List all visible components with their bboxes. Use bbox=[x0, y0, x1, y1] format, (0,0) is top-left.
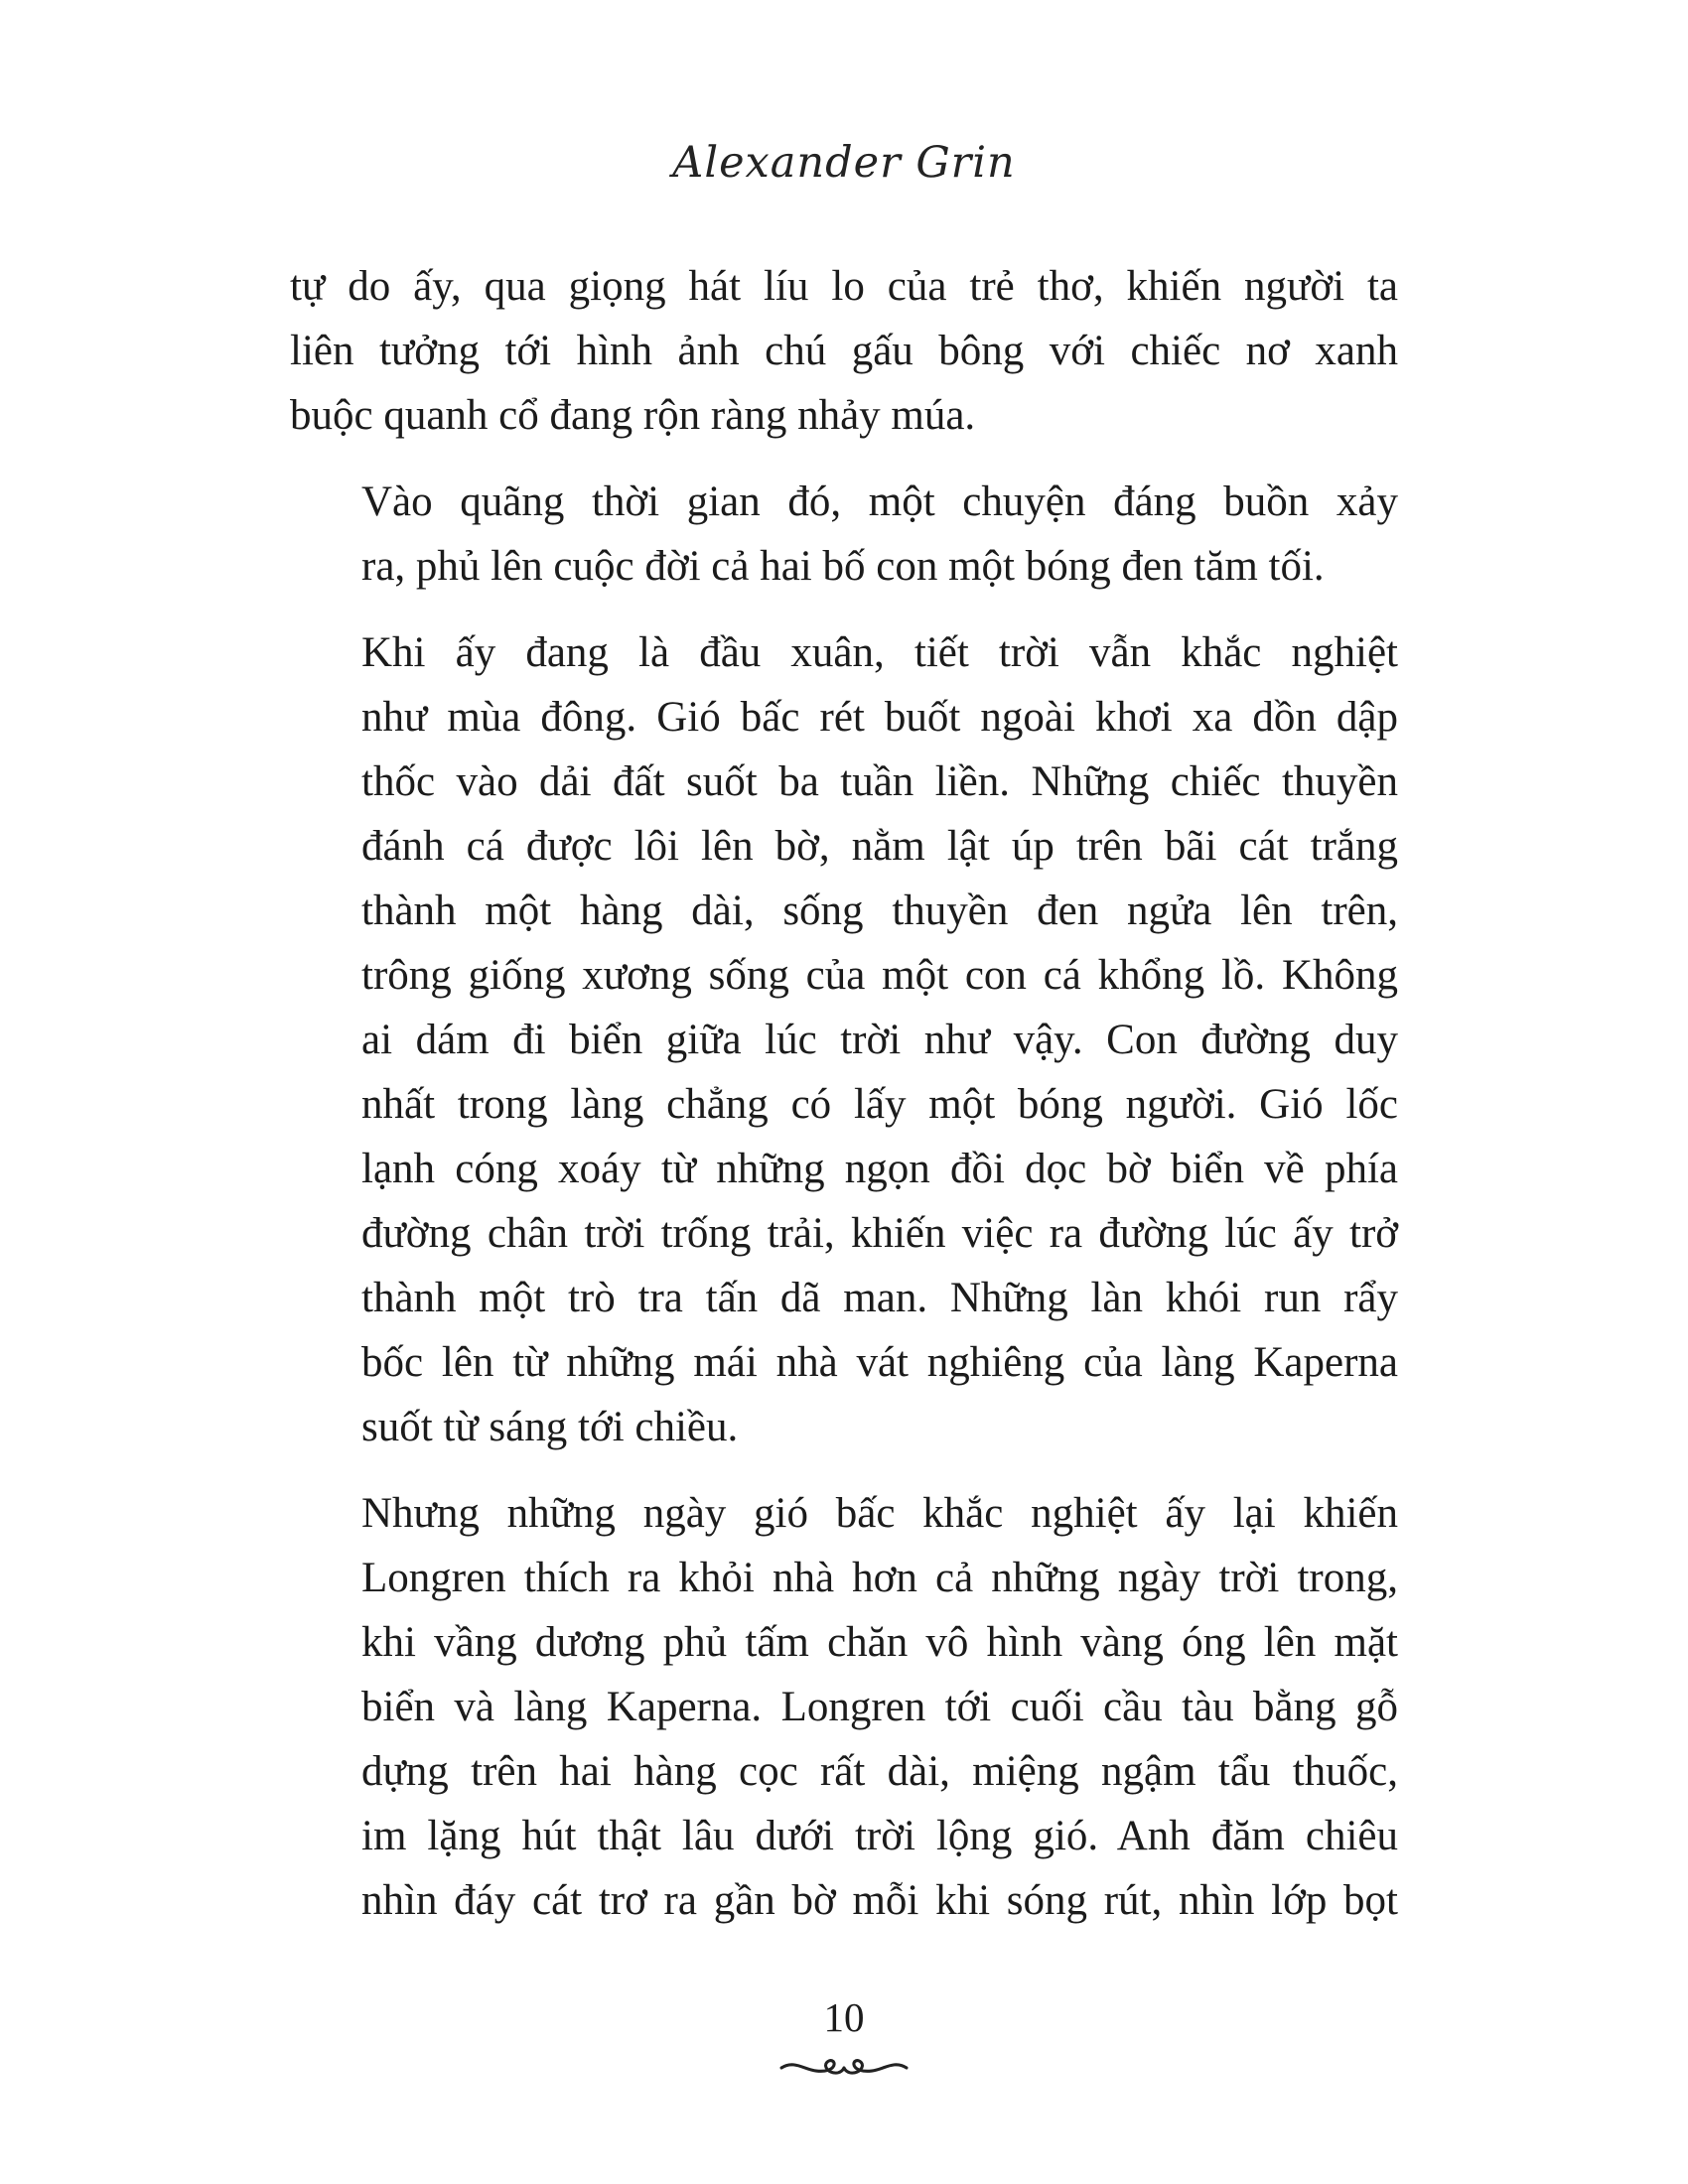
running-header bbox=[290, 138, 1398, 188]
text-line: buộc quanh cổ đang rộn ràng nhảy múa. bbox=[290, 392, 976, 439]
text-line: bốc lên từ những mái nhà vát nghiêng của làng Kaperna bbox=[361, 1339, 1398, 1386]
text-line: trông giống xương sống của một con cá khổng lồ. Không bbox=[361, 952, 1398, 999]
text-line: nhất trong làng chẳng có lấy một bóng người. Gió lốc bbox=[361, 1081, 1398, 1128]
text-line: Vào quãng thời gian đó, một chuyện đáng buồn xảy bbox=[361, 478, 1398, 525]
text-line: im lặng hút thật lâu dưới trời lộng gió. Anh đăm chiêu bbox=[361, 1813, 1398, 1859]
text-line: biển và làng Kaperna. Longren tới cuối cầu tàu bằng gỗ bbox=[361, 1684, 1398, 1730]
text-line: Longren thích ra khỏi nhà hơn cả những ngày trời trong, bbox=[361, 1555, 1398, 1601]
text-line: Khi ấy đang là đầu xuân, tiết trời vẫn khắc nghiệt bbox=[361, 629, 1398, 676]
body-text bbox=[290, 254, 1398, 1933]
page-footer bbox=[290, 1993, 1398, 2089]
text-line: khi vầng dương phủ tấm chăn vô hình vàng óng lên mặt bbox=[361, 1619, 1398, 1666]
text-line: ai dám đi biển giữa lúc trời như vậy. Con đường duy bbox=[361, 1017, 1398, 1063]
text-line: Nhưng những ngày gió bấc khắc nghiệt ấy lại khiến bbox=[361, 1490, 1398, 1537]
text-line: thành một trò tra tấn dã man. Những làn khói run rẩy bbox=[361, 1275, 1398, 1321]
text-line: thốc vào dải đất suốt ba tuần liền. Những chiếc thuyền bbox=[361, 758, 1398, 805]
text-line: nhìn đáy cát trơ ra gần bờ mỗi khi sóng rút, nhìn lớp bọt bbox=[361, 1877, 1398, 1924]
text-line: dựng trên hai hàng cọc rất dài, miệng ngậm tẩu thuốc, bbox=[361, 1748, 1398, 1795]
paragraph bbox=[290, 1481, 1398, 1933]
flourish-ornament-icon bbox=[290, 2049, 1398, 2089]
text-line: đánh cá được lôi lên bờ, nằm lật úp trên bãi cát trắng bbox=[361, 823, 1398, 870]
text-line: tự do ấy, qua giọng hát líu lo của trẻ thơ, khiến người ta bbox=[290, 263, 1398, 310]
text-line: như mùa đông. Gió bấc rét buốt ngoài khơi xa dồn dập bbox=[361, 694, 1398, 741]
text-line: liên tưởng tới hình ảnh chú gấu bông với chiếc nơ xanh bbox=[290, 328, 1398, 374]
text-line: lạnh cóng xoáy từ những ngọn đồi dọc bờ biển về phía bbox=[361, 1146, 1398, 1192]
paragraph bbox=[290, 620, 1398, 1459]
text-line: đường chân trời trống trải, khiến việc ra đường lúc ấy trở bbox=[361, 1210, 1398, 1257]
paragraph bbox=[290, 470, 1398, 599]
paragraph bbox=[290, 254, 1398, 448]
text-line: thành một hàng dài, sống thuyền đen ngửa lên trên, bbox=[361, 887, 1398, 934]
text-line: suốt từ sáng tới chiều. bbox=[361, 1404, 739, 1450]
page-number: 10 bbox=[823, 1994, 865, 2040]
author-name: Alexander Grin bbox=[672, 138, 1016, 188]
text-line: ra, phủ lên cuộc đời cả hai bố con một bóng đen tăm tối. bbox=[361, 543, 1325, 590]
